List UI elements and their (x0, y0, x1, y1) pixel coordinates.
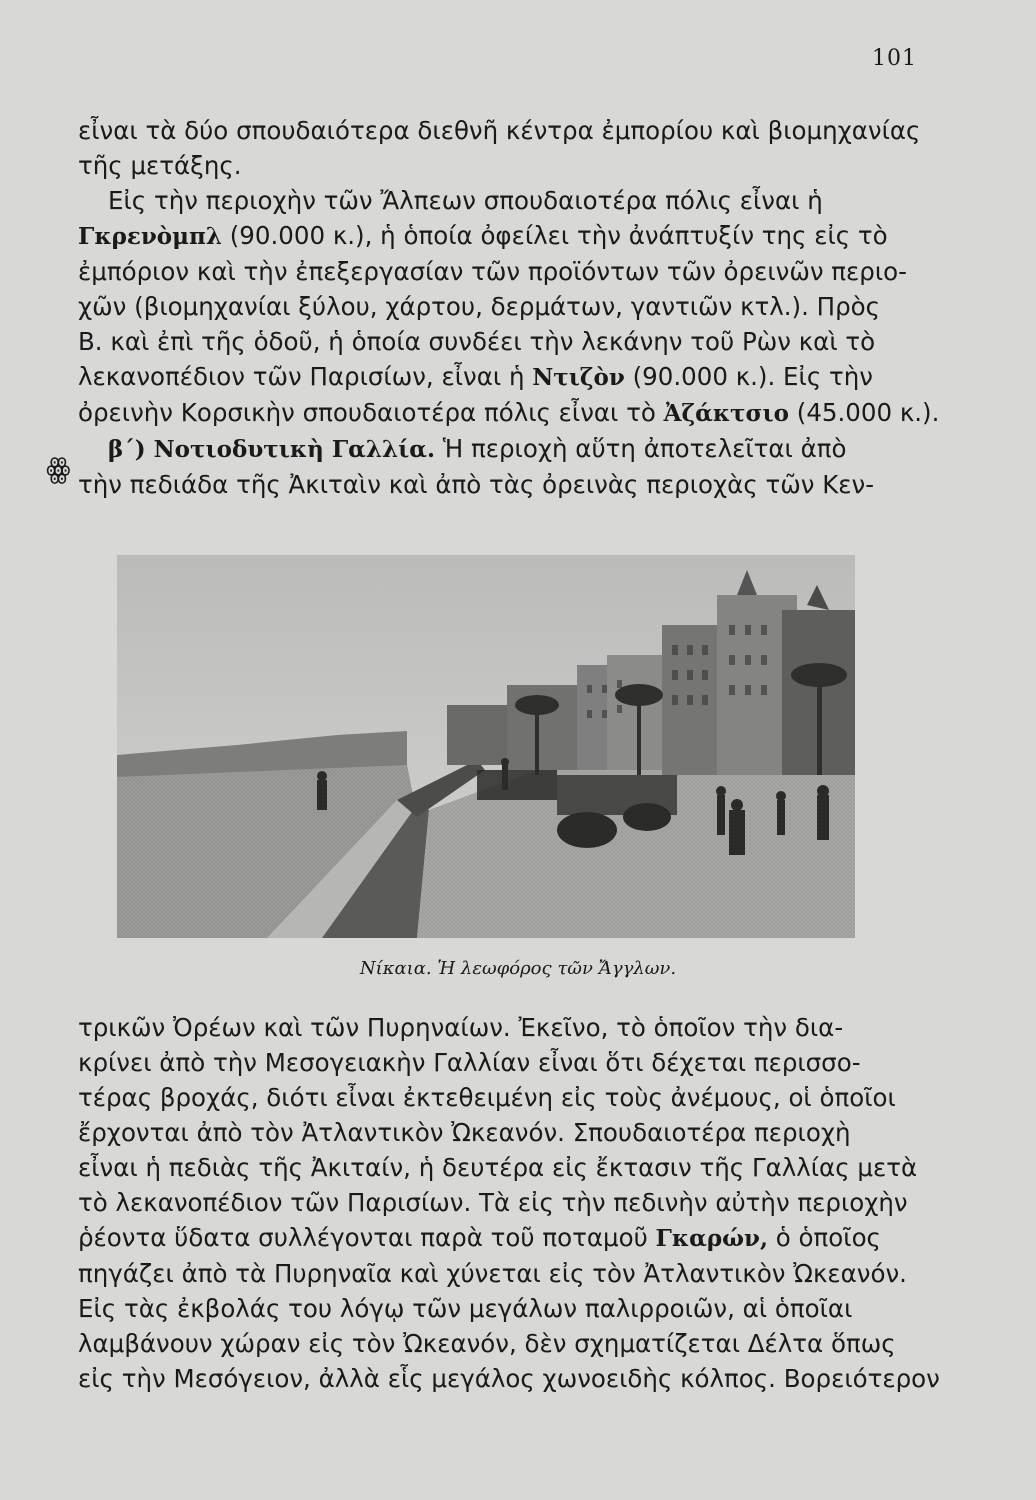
text-line: λαμβάνουν χώραν εἰς τὸν Ὠκεανόν, δὲν σχηματίζεται Δέλτα ὅπως (78, 1329, 896, 1358)
text-line: ἐμπόριον καὶ τὴν ἐπεξεργασίαν τῶν προϊόντων τῶν ὀρεινῶν περιο- (78, 257, 907, 286)
photo-illustration (117, 555, 855, 938)
term-grenoble: Γκρενὸμπλ (78, 223, 222, 250)
text-line: τρικῶν Ὀρέων καὶ τῶν Πυρηναίων. Ἐκεῖνο, τὸ ὁποῖον τὴν δια- (78, 1013, 844, 1042)
paragraph-aquitaine (78, 1010, 940, 1396)
text-line: τὴν πεδιάδα τῆς Ἀκιταὶν καὶ ἀπὸ τὰς ὀρεινὰς περιοχὰς τῶν Κεν- (78, 470, 875, 499)
text-line: εἶναι ἡ πεδιὰς τῆς Ἀκιταίν, ἡ δευτέρα εἰς ἔκτασιν τῆς Γαλλίας μετὰ (78, 1153, 918, 1182)
text-line: Γκρενὸμπλ (90.000 κ.), ἡ ὁποία ὀφείλει τὴν ἀνάπτυξίν της εἰς τὸ (78, 221, 888, 250)
section-heading-southwest-france: β΄) Νοτιοδυτικὴ Γαλλία. (108, 436, 435, 463)
text-line: εἶναι τὰ δύο σπουδαιότερα διεθνῆ κέντρα ἐμπορίου καὶ βιομηχανίας (78, 116, 921, 145)
text-line: χῶν (βιομηχανίαι ξύλου, χάρτου, δερμάτων, γαντιῶν κτλ.). Πρὸς (78, 292, 881, 321)
text-line: Εἰς τὴν περιοχὴν τῶν Ἄλπεων σπουδαιοτέρα πόλις εἶναι ἡ (108, 186, 823, 215)
text-line: ὀρεινὴν Κορσικὴν σπουδαιοτέρα πόλις εἶναι τὸ Ἀζάκτσιο (45.000 κ.). (78, 398, 940, 427)
text-line: κρίνει ἀπὸ τὴν Μεσογειακὴν Γαλλίαν εἶναι ὅτι δέχεται περισσο- (78, 1048, 861, 1077)
text-line: τέρας βροχάς, διότι εἶναι ἐκτεθειμένη εἰς τοὺς ἀνέμους, οἱ ὁποῖοι (78, 1083, 896, 1112)
text-line: ἔρχονται ἀπὸ τὸν Ἀτλαντικὸν Ὠκεανόν. Σπουδαιοτέρα περιοχὴ (78, 1118, 851, 1147)
text-line: λεκανοπέδιον τῶν Παρισίων, εἶναι ἡ Ντιζὸν (90.000 κ.). Εἰς τὴν (78, 362, 873, 391)
photo-caption: Νίκαια. Ἡ λεωφόρος τῶν Ἄγγλων. (359, 958, 677, 979)
term-garonne: Γκαρών, (655, 1225, 768, 1252)
text-line: β΄) Νοτιοδυτικὴ Γαλλία. Ἡ περιοχὴ αὕτη ἀποτελεῖται ἀπὸ (108, 434, 847, 463)
text-line: ῥέοντα ὕδατα συλλέγονται παρὰ τοῦ ποταμοῦ Γκαρών, ὁ ὁποῖος (78, 1223, 881, 1252)
text-line: τὸ λεκανοπέδιον τῶν Παρισίων. Τὰ εἰς τὴν πεδινὴν αὐτὴν περιοχὴν (78, 1188, 908, 1217)
text-line: εἰς τὴν Μεσόγειον, ἀλλὰ εἷς μεγάλος χωνοειδὴς κόλπος. Βορειότερον (78, 1364, 940, 1393)
page-number: 101 (872, 46, 917, 71)
text-line: τῆς μετάξης. (78, 151, 242, 180)
text-line: πηγάζει ἀπὸ τὰ Πυρηναῖα καὶ χύνεται εἰς τὸν Ἀτλαντικὸν Ὠκεανόν. (78, 1259, 907, 1288)
text-line: Εἰς τὰς ἐκβολάς του λόγῳ τῶν μεγάλων παλιρροιῶν, αἱ ὁποῖαι (78, 1294, 853, 1323)
photo-nice-promenade (117, 555, 855, 938)
term-ajaccio: Ἀζάκτσιο (663, 400, 789, 427)
term-dijon: Ντιζὸν (532, 364, 625, 391)
text-line: Β. καὶ ἐπὶ τῆς ὁδοῦ, ἡ ὁποία συνδέει τὴν λεκάνην τοῦ Ρὼν καὶ τὸ (78, 327, 876, 356)
paragraph-cities (78, 113, 940, 502)
margin-mark: ꙮ (46, 452, 71, 485)
